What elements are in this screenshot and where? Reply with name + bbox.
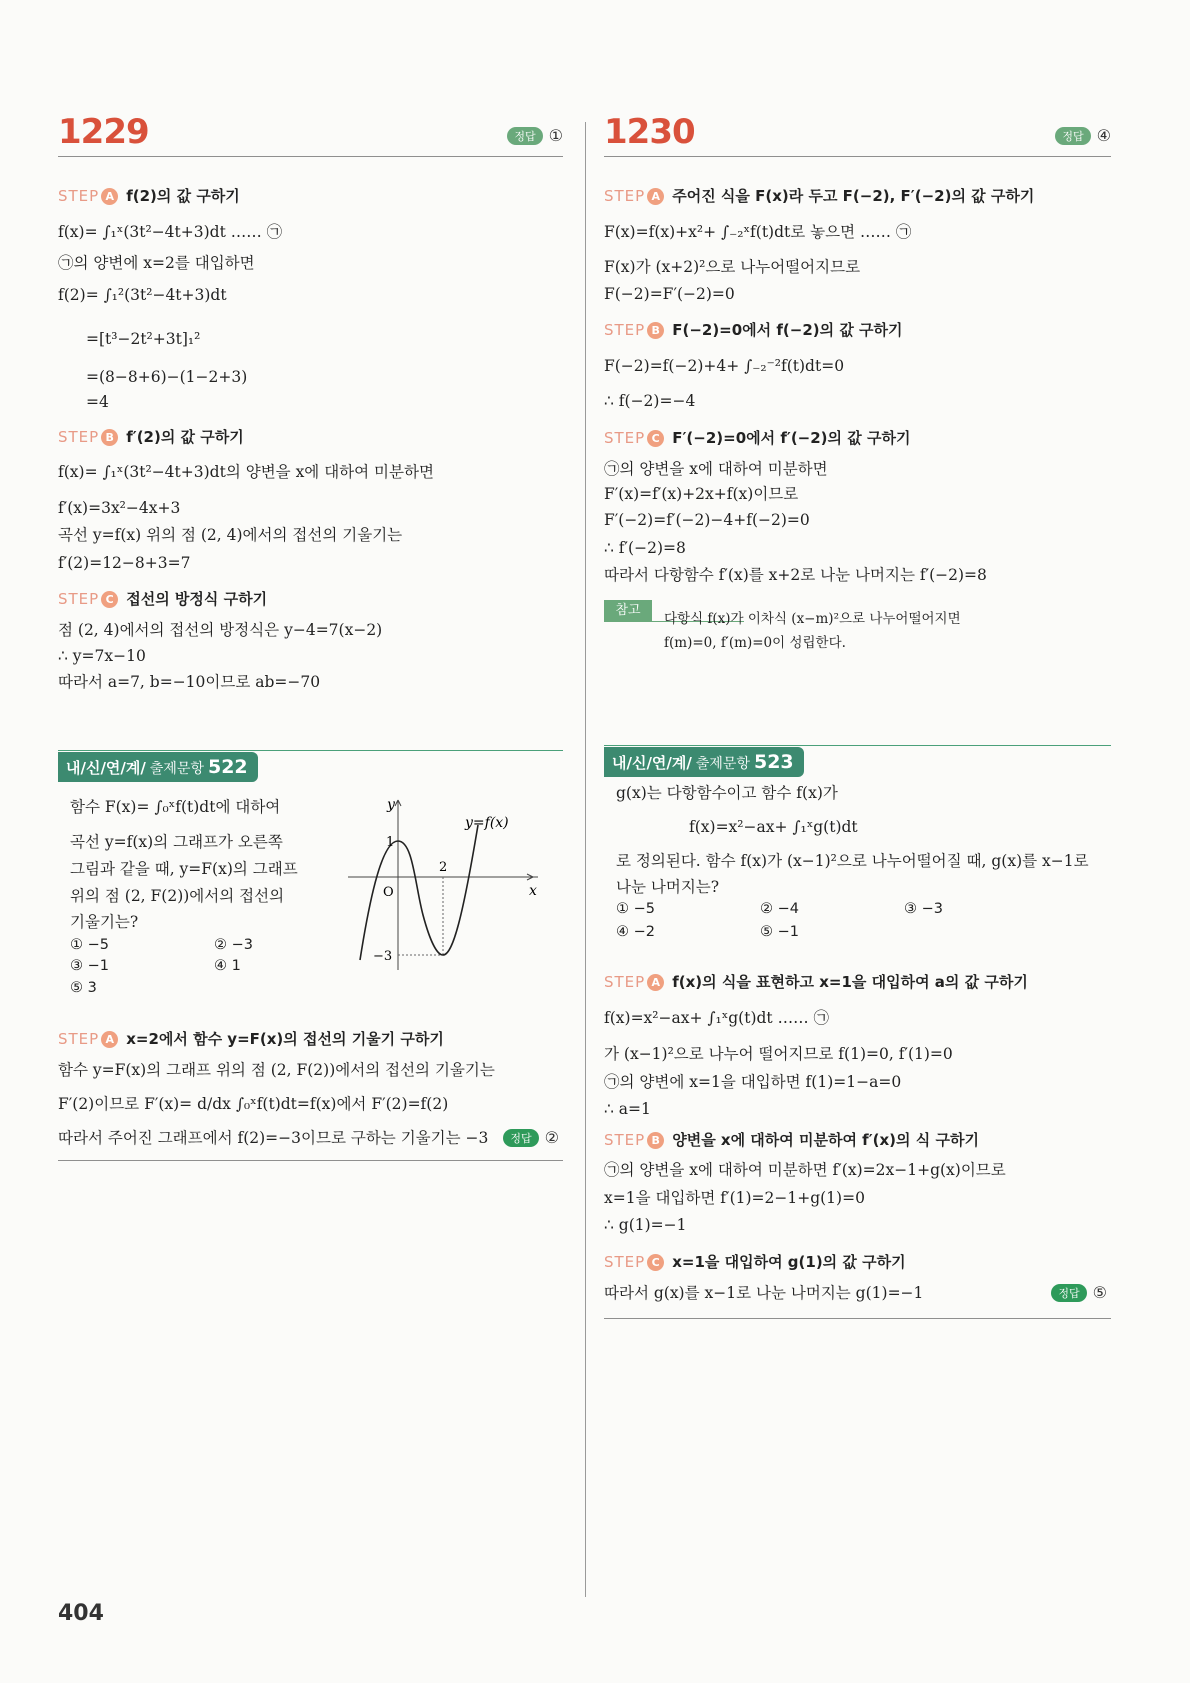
question-line: 함수 F(x)= ∫₀ˣf(t)dt에 대하여 bbox=[70, 798, 281, 816]
choice-1[interactable]: ① −5 bbox=[616, 901, 655, 917]
curve bbox=[360, 825, 478, 960]
step-tag: STEP A bbox=[58, 186, 118, 206]
tick-label: 1 bbox=[386, 835, 395, 850]
step-letter: B bbox=[101, 429, 118, 446]
step-heading: STEP B 양변을 x에 대하여 미분하여 f′(x)의 식 구하기 bbox=[604, 1131, 979, 1149]
step-letter: A bbox=[647, 188, 664, 205]
solution-line: 따라서 g(x)를 x−1로 나눈 나머지는 g(1)=−1 bbox=[604, 1284, 924, 1302]
solution-line: =4 bbox=[86, 393, 109, 411]
solution-line: 함수 y=F(x)의 그래프 위의 점 (2, F(2))에서의 접선의 기울기는 bbox=[58, 1061, 495, 1079]
answer-label bbox=[1051, 1283, 1107, 1302]
step-heading: STEP A f(x)의 식을 표현하고 x=1을 대입하여 a의 값 구하기 bbox=[604, 973, 1028, 991]
solution-line: f(2)= ∫₁²(3t²−4t+3)dt bbox=[58, 286, 227, 304]
solution-line: ∴ f′(−2)=8 bbox=[604, 539, 686, 557]
step-letter: A bbox=[101, 188, 118, 205]
x-axis-label: x bbox=[529, 883, 537, 899]
question-line: g(x)는 다항함수이고 함수 f(x)가 bbox=[616, 784, 838, 802]
solution-line: x=1을 대입하면 f′(1)=2−1+g(1)=0 bbox=[604, 1189, 865, 1207]
divider bbox=[604, 1318, 1111, 1319]
answer-value: ② bbox=[544, 1128, 559, 1147]
step-letter: A bbox=[647, 974, 664, 991]
answer-value: ① bbox=[548, 126, 563, 145]
step-tag: STEP B bbox=[604, 320, 664, 340]
step-letter: C bbox=[647, 1254, 664, 1271]
solution-line: F(−2)=f(−2)+4+ ∫₋₂⁻²f(t)dt=0 bbox=[604, 357, 845, 375]
question-line: 로 정의된다. 함수 f(x)가 (x−1)²으로 나누어떨어질 때, g(x)를 x−1로 bbox=[616, 852, 1089, 870]
curve-label: y=f(x) bbox=[465, 815, 509, 831]
answer-value: ④ bbox=[1096, 126, 1111, 145]
answer-label bbox=[503, 1128, 559, 1147]
solution-line: F′(−2)=f′(−2)−4+f(−2)=0 bbox=[604, 511, 810, 529]
step-tag: STEP C bbox=[604, 428, 664, 448]
solution-line: F(x)가 (x+2)²으로 나누어떨어지므로 bbox=[604, 258, 861, 276]
solution-line: 따라서 다항함수 f′(x)를 x+2로 나눈 나머지는 f′(−2)=8 bbox=[604, 566, 987, 584]
divider bbox=[58, 750, 563, 751]
problem-number: 1229 bbox=[58, 112, 149, 152]
step-heading: STEP C x=1을 대입하여 g(1)의 값 구하기 bbox=[604, 1253, 906, 1271]
related-problem-bar bbox=[58, 748, 563, 782]
step-tag: STEP A bbox=[58, 1029, 118, 1049]
solution-line: f(x)=x²−ax+ ∫₁ˣg(t)dt …… ㉠ bbox=[604, 1009, 830, 1027]
related-problem-tag: 내/신/연/계/ 출제문항 523 bbox=[604, 747, 804, 777]
solution-line: f(x)= ∫₁ˣ(3t²−4t+3)dt의 양변을 x에 대하여 미분하면 bbox=[58, 463, 434, 481]
problem-header bbox=[604, 108, 1111, 157]
solution-line: ㉠의 양변에 x=1을 대입하면 f(1)=1−a=0 bbox=[604, 1073, 902, 1091]
choice-5[interactable]: ⑤ 3 bbox=[70, 980, 97, 996]
note-box bbox=[604, 600, 1094, 650]
step-heading: STEP B F(−2)=0에서 f(−2)의 값 구하기 bbox=[604, 321, 903, 339]
answer-label bbox=[1055, 126, 1111, 145]
choice-1[interactable]: ① −5 bbox=[70, 937, 109, 953]
step-letter: B bbox=[647, 322, 664, 339]
step-heading: STEP A f(2)의 값 구하기 bbox=[58, 187, 240, 205]
choice-3[interactable]: ③ −3 bbox=[904, 901, 943, 917]
solution-line: ㉠의 양변을 x에 대하여 미분하면 f′(x)=2x−1+g(x)이므로 bbox=[604, 1161, 1006, 1179]
question-line: 위의 점 (2, F(2))에서의 접선의 bbox=[70, 887, 285, 905]
step-heading: STEP B f′(2)의 값 구하기 bbox=[58, 428, 244, 446]
answer-badge: 정답 bbox=[507, 127, 542, 145]
tick-label: −3 bbox=[373, 949, 393, 964]
answer-label bbox=[507, 126, 563, 145]
solution-line: ∴ g(1)=−1 bbox=[604, 1216, 687, 1234]
note-line: f(m)=0, f′(m)=0이 성립한다. bbox=[664, 635, 846, 651]
choice-4[interactable]: ④ 1 bbox=[214, 958, 241, 974]
step-tag: STEP C bbox=[604, 1252, 664, 1272]
solution-line: F(−2)=F′(−2)=0 bbox=[604, 285, 735, 303]
step-tag: STEP B bbox=[604, 1130, 664, 1150]
choice-2[interactable]: ② −4 bbox=[760, 901, 799, 917]
step-letter: A bbox=[101, 1031, 118, 1048]
step-heading: STEP C 접선의 방정식 구하기 bbox=[58, 590, 268, 608]
step-tag: STEP B bbox=[58, 427, 118, 447]
step-letter: C bbox=[647, 430, 664, 447]
answer-badge: 정답 bbox=[503, 1129, 538, 1147]
note-line: 다항식 f(x)가 이차식 (x−m)²으로 나누어떨어지면 bbox=[664, 611, 961, 627]
solution-line: ∴ a=1 bbox=[604, 1100, 651, 1118]
step-heading: STEP A 주어진 식을 F(x)라 두고 F(−2), F′(−2)의 값 구하기 bbox=[604, 187, 1035, 205]
related-problem-tag: 내/신/연/계/ 출제문항 522 bbox=[58, 752, 258, 782]
solution-line: f′(x)=3x²−4x+3 bbox=[58, 499, 181, 517]
solution-line: ㉠의 양변을 x에 대하여 미분하면 bbox=[604, 460, 828, 478]
page-number: 404 bbox=[58, 1601, 104, 1626]
solution-line: F′(x)=f′(x)+2x+f(x)이므로 bbox=[604, 485, 799, 503]
step-tag: STEP A bbox=[604, 186, 664, 206]
problem-header bbox=[58, 108, 563, 157]
question-line: 그림과 같을 때, y=F(x)의 그래프 bbox=[70, 860, 298, 878]
solution-line: =[t³−2t²+3t]₁² bbox=[86, 330, 201, 348]
divider bbox=[604, 745, 1111, 746]
solution-line: F(x)=f(x)+x²+ ∫₋₂ˣf(t)dt로 놓으면 …… ㉠ bbox=[604, 223, 912, 241]
solution-line: 가 (x−1)²으로 나누어 떨어지므로 f(1)=0, f′(1)=0 bbox=[604, 1045, 953, 1063]
answer-badge: 정답 bbox=[1051, 1284, 1086, 1302]
solution-line: ∴ y=7x−10 bbox=[58, 647, 146, 665]
step-heading: STEP C F′(−2)=0에서 f′(−2)의 값 구하기 bbox=[604, 429, 911, 447]
solution-line: f(x)= ∫₁ˣ(3t²−4t+3)dt …… ㉠ bbox=[58, 223, 283, 241]
y-axis-label: y bbox=[387, 797, 395, 813]
choice-4[interactable]: ④ −2 bbox=[616, 924, 655, 940]
solution-line: 곡선 y=f(x) 위의 점 (2, 4)에서의 접선의 기울기는 bbox=[58, 526, 403, 544]
solution-line: 따라서 a=7, b=−10이므로 ab=−70 bbox=[58, 673, 321, 691]
step-tag: STEP C bbox=[58, 589, 118, 609]
divider bbox=[58, 1160, 563, 1161]
solution-line: ㉠의 양변에 x=2를 대입하면 bbox=[58, 254, 255, 272]
tick-label: 2 bbox=[439, 860, 448, 875]
step-tag: STEP A bbox=[604, 972, 664, 992]
solution-line: F′(2)이므로 F′(x)= d/dx ∫₀ˣf(t)dt=f(x)에서 F′(2)=f(2) bbox=[58, 1095, 449, 1113]
choice-2[interactable]: ② −3 bbox=[214, 937, 253, 953]
note-tag: 참고 bbox=[604, 600, 652, 622]
step-letter: B bbox=[647, 1132, 664, 1149]
answer-badge: 정답 bbox=[1055, 127, 1090, 145]
column-divider bbox=[585, 122, 586, 1597]
solution-line: f′(2)=12−8+3=7 bbox=[58, 554, 191, 572]
solution-line: 따라서 주어진 그래프에서 f(2)=−3이므로 구하는 기울기는 −3 bbox=[58, 1129, 489, 1147]
solution-line: 점 (2, 4)에서의 접선의 방정식은 y−4=7(x−2) bbox=[58, 621, 383, 639]
choice-5[interactable]: ⑤ −1 bbox=[760, 924, 799, 940]
question-line: f(x)=x²−ax+ ∫₁ˣg(t)dt bbox=[689, 818, 858, 836]
function-graph bbox=[343, 795, 543, 975]
choice-3[interactable]: ③ −1 bbox=[70, 958, 109, 974]
step-letter: C bbox=[101, 591, 118, 608]
question-line: 나눈 나머지는? bbox=[616, 878, 720, 896]
step-heading: STEP A x=2에서 함수 y=F(x)의 접선의 기울기 구하기 bbox=[58, 1030, 444, 1048]
answer-value: ⑤ bbox=[1092, 1283, 1107, 1302]
related-problem-bar bbox=[604, 743, 1111, 777]
solution-line: ∴ f(−2)=−4 bbox=[604, 392, 696, 410]
question-line: 기울기는? bbox=[70, 913, 139, 931]
question-line: 곡선 y=f(x)의 그래프가 오른쪽 bbox=[70, 833, 283, 851]
origin-label: O bbox=[383, 885, 394, 900]
problem-number: 1230 bbox=[604, 112, 695, 152]
solution-line: =(8−8+6)−(1−2+3) bbox=[86, 368, 248, 386]
